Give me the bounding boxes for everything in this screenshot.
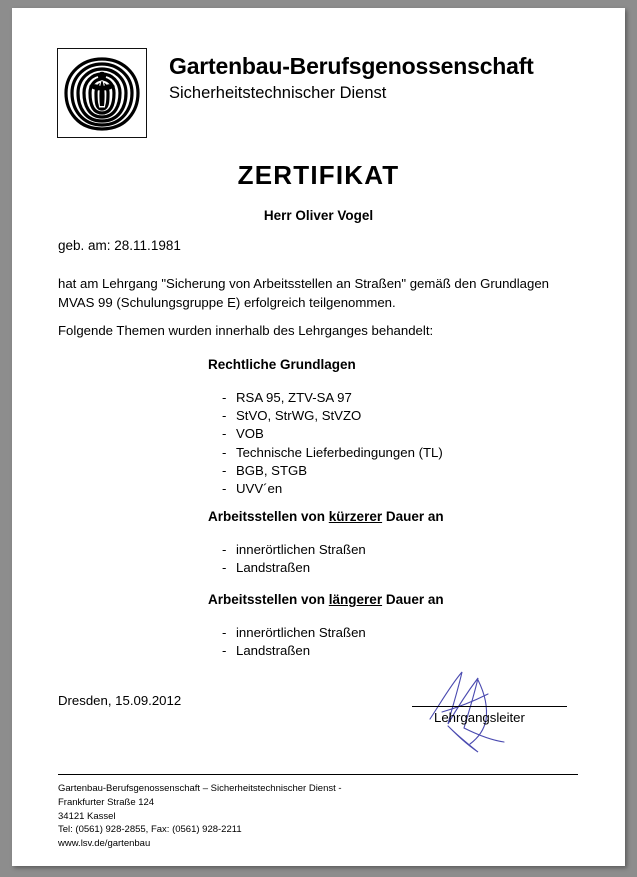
list-item: - VOB (220, 425, 443, 443)
list-item: - RSA 95, ZTV-SA 97 (220, 389, 443, 407)
section-heading-suffix: Dauer an (382, 592, 444, 607)
footer-address (58, 782, 342, 851)
section-heading-prefix: Arbeitsstellen von (208, 592, 329, 607)
footer-line-2: Frankfurter Straße 124 (58, 796, 155, 808)
birth-date-line: geb. am: 28.11.1981 (58, 238, 181, 253)
list-item: - innerörtlichen Straßen (220, 624, 366, 642)
list-item: - StVO, StrWG, StVZO (220, 407, 443, 425)
recipient-name: Herr Oliver Vogel (263, 208, 374, 223)
list-item: - Landstraßen (220, 559, 366, 577)
page-title: ZERTIFIKAT (237, 160, 400, 190)
organization-name: Gartenbau-Berufsgenossenschaft (169, 53, 534, 79)
signature-block (412, 668, 577, 738)
certificate-page (12, 8, 625, 866)
section-heading-short-duration (208, 509, 444, 524)
topic-list-legal-basics (220, 389, 443, 498)
place-and-date: Dresden, 15.09.2012 (58, 693, 182, 708)
section-heading-prefix: Arbeitsstellen von (208, 509, 329, 524)
document-header (57, 48, 577, 138)
footer-line-4: Tel: (0561) 928-2855, Fax: (0561) 928-2211 (58, 824, 242, 836)
organization-department: Sicherheitstechnischer Dienst (169, 84, 387, 103)
fingerprint-tree-logo-icon (57, 48, 147, 138)
signature-caption: Lehrgangsleiter (434, 710, 525, 725)
section-heading-prefix: Rechtliche Grundlagen (208, 357, 356, 372)
footer-website[interactable]: www.lsv.de/gartenbau (58, 838, 151, 850)
section-heading-underlined: kürzerer (328, 509, 383, 524)
signature-line (412, 706, 567, 707)
section-heading-underlined: längerer (328, 592, 383, 607)
list-item: - UVV´en (220, 480, 443, 498)
footer-line-1: Gartenbau-Berufsgenossenschaft – Sicherheitstechnischer Dienst - (58, 783, 342, 794)
topics-intro: Folgende Themen wurden innerhalb des Lehrganges behandelt: (58, 323, 434, 338)
topic-list-long-duration (220, 624, 366, 660)
footer-divider (58, 774, 578, 775)
section-heading-suffix: Dauer an (382, 509, 444, 524)
list-item: - Technische Lieferbedingungen (TL) (220, 444, 443, 462)
section-heading-legal-basics (208, 357, 356, 372)
section-heading-long-duration (208, 592, 444, 607)
topic-list-short-duration (220, 541, 366, 577)
course-statement: hat am Lehrgang "Sicherung von Arbeitsstellen an Straßen" gemäß den Grundlagen MVAS 99 (Schulungsgruppe E) erfolgreich teilgenommen. (58, 276, 550, 311)
list-item: - innerörtlichen Straßen (220, 541, 366, 559)
footer-line-3: 34121 Kassel (58, 810, 116, 822)
list-item: - BGB, STGB (220, 462, 443, 480)
list-item: - Landstraßen (220, 642, 366, 660)
